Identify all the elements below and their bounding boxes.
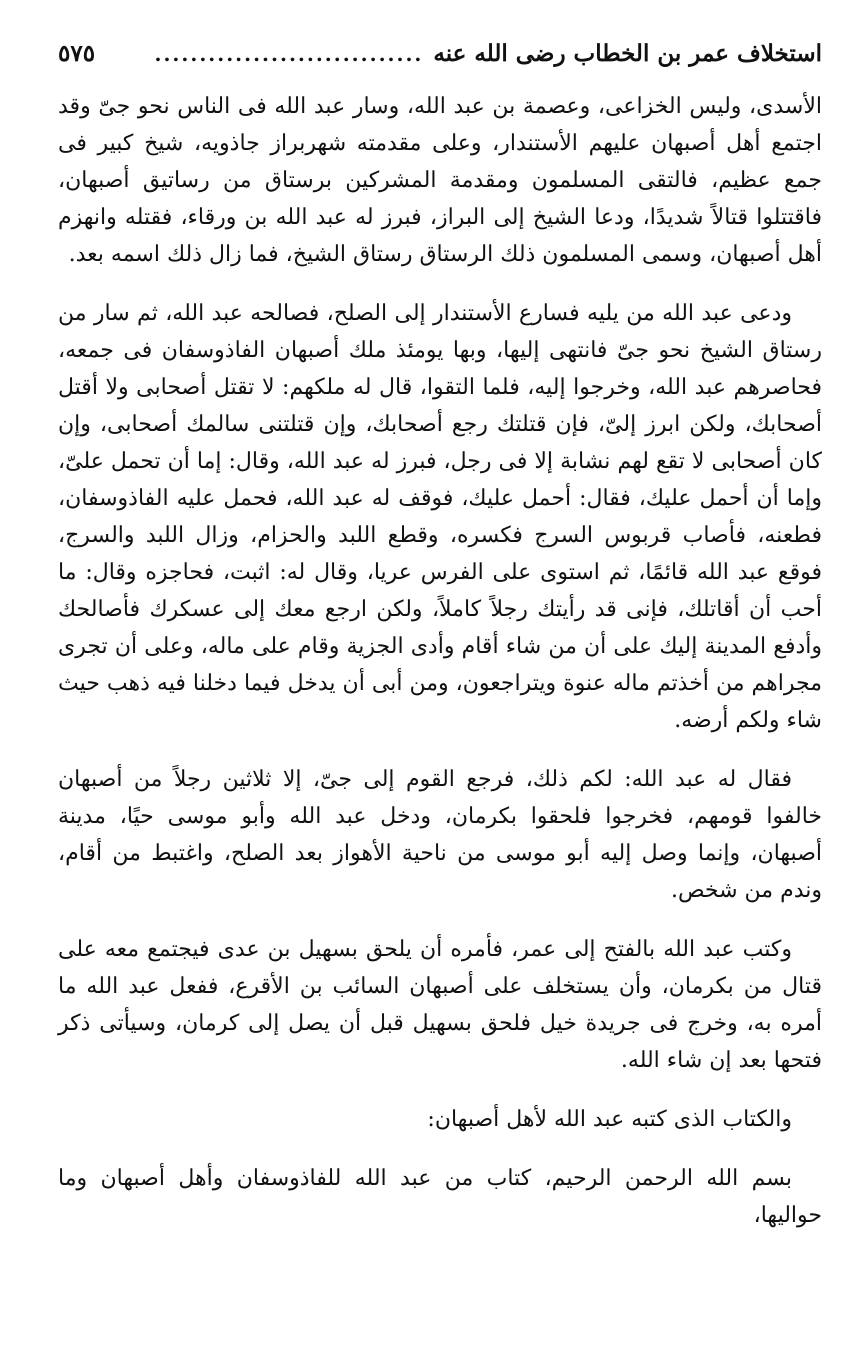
paragraph-6: بسم الله الرحمن الرحيم، كتاب من عبد الله للفاذوسفان وأهل أصبهان وما حواليها، — [58, 1166, 822, 1228]
paragraph-1: الأسدى، وليس الخزاعى، وعصمة بن عبد الله، وسار عبد الله فى الناس نحو جىّ وقد اجتمع أهل أصبهان عليهم الأستندار، وعلى مقدمته شهربراز جاذويه، شيخ كبير فى جمع عظيم، فالتقى المسلمون ومقدمة المشركين برستاق من رساتيق أصبهان، فاقتتلوا قتالاً شديدًا، ودعا الشيخ إلى البراز، فبرز له عبد الله بن ورقاء، فقتله وانهزم أهل أصبهان، وسمى المسلمون ذلك الرستاق رستاق الشيخ، فما زال ذلك اسمه بعد. — [58, 94, 822, 267]
chapter-title: استخلاف عمر بن الخطاب رضى الله عنه — [433, 40, 822, 67]
paragraph-2: ودعى عبد الله من يليه فسارع الأستندار إلى الصلح، فصالحه عبد الله، ثم سار من رستاق الشيخ نحو جىّ فانتهى إليها، وبها يومئذ ملك أصبهان الفاذوسفان فى جمعه، فحاصرهم عبد الله، وخرجوا إليه، فلما التقوا، قال له ملكهم: لا تقتل أصحابى ولا أقتل أصحابك، ولكن ابرز إلىّ، فإن قتلتك رجع أصحابك، وإن قتلتنى سالمك أصحابى، وإن كان أصحابى لا تقع لهم نشابة إلا فى رجل، فبرز له عبد الله، وقال: إما أن تحمل علىّ، وإما أن أحمل عليك، فقال: أحمل عليك، فوقف له عبد الله، فحمل عليه الفاذوسفان، فطعنه، فأصاب قربوس السرج فكسره، وقطع اللبد والحزام، وزال اللبد والسرج، فوقع عبد الله قائمًا، ثم استوى على الفرس عريا، وقال له: اثبت، فحاجزه وقال: ما أحب أن أقاتلك، فإنى قد رأيتك رجلاً كاملاً، ولكن ارجع معك إلى عسكرك فأصالحك وأدفع المدينة إليك على أن من شاء أقام وأدى الجزية وقام على ماله، وعلى أن تجرى مجراهم من أخذتم ماله عنوة ويتراجعون، ومن أبى أن يدخل فيما دخلنا فيه ذهب حيث شاء ولكم أرضه. — [58, 301, 822, 733]
page-number: ٥٧٥ — [58, 40, 96, 67]
running-header — [58, 40, 822, 84]
paragraph-3: فقال له عبد الله: لكم ذلك، فرجع القوم إلى جىّ، إلا ثلاثين رجلاً من أصبهان خالفوا قومهم، فخرجوا فلحقوا بكرمان، ودخل عبد الله وأبو موسى حيًا، مدينة أصبهان، وإنما وصل إليه أبو موسى من ناحية الأهواز بعد الصلح، واغتبط من أقام، وندم من شخص. — [58, 767, 822, 903]
leader-dots: .............................. — [154, 42, 424, 66]
paragraph-5: والكتاب الذى كتبه عبد الله لأهل أصبهان: — [427, 1107, 792, 1132]
paragraph-4: وكتب عبد الله بالفتح إلى عمر، فأمره أن يلحق بسهيل بن عدى فيجتمع معه على قتال من بكرمان، وأن يستخلف على أصبهان السائب بن الأقرع، ففعل عبد الله ما أمره به، وخرج فى جريدة خيل فلحق بسهيل قبل أن يصل إلى كرمان، وسيأتى ذكر فتحها بعد إن شاء الله. — [58, 937, 822, 1073]
